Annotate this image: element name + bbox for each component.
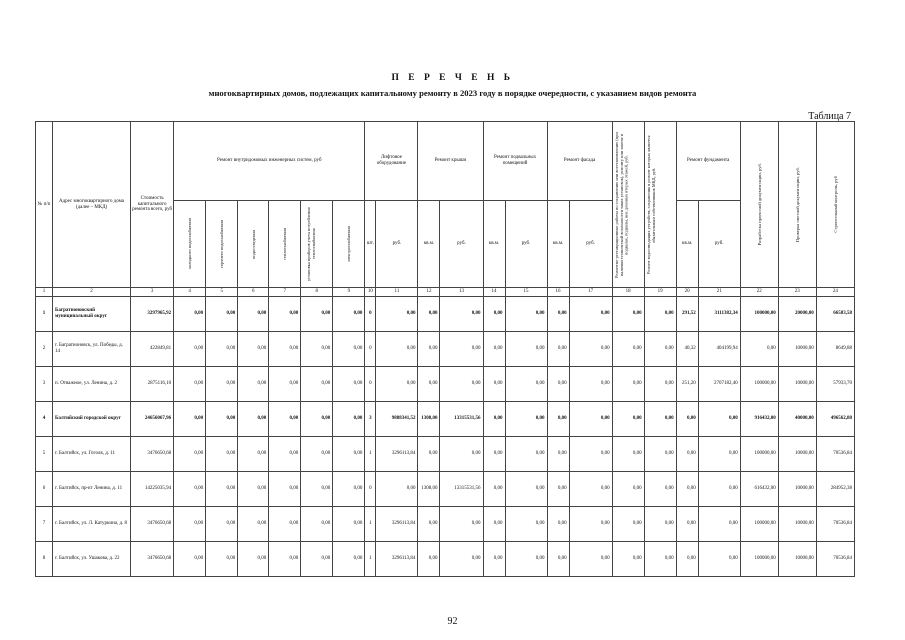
cell-value: 0,00 <box>238 437 269 472</box>
cell-value: 0,00 <box>269 507 301 542</box>
cell-value: 291,52 <box>676 297 698 332</box>
cell-address: г. Балтийск, ул. Ушакова, д. 22 <box>53 542 131 577</box>
cell-value: 0,00 <box>440 507 483 542</box>
header-facade: Ремонт фасада <box>547 122 612 201</box>
cell-value: 3476650,68 <box>131 542 174 577</box>
cell-value: 0,00 <box>301 367 333 402</box>
cell-value: 0,00 <box>644 367 676 402</box>
cell-value: 0,00 <box>238 472 269 507</box>
cell-value: 10000,00 <box>778 542 816 577</box>
cell-value: 0,00 <box>505 367 547 402</box>
cell-value: 0,00 <box>698 402 740 437</box>
cell-value: 0,00 <box>505 542 547 577</box>
cell-value: 0,00 <box>644 542 676 577</box>
cell-value: 8649,88 <box>816 332 854 367</box>
cell-value: 0,00 <box>440 437 483 472</box>
cell-value: 0,00 <box>269 472 301 507</box>
cell-value: 20000,00 <box>778 297 816 332</box>
cell-value: 0,00 <box>206 542 238 577</box>
cell-value: 0,00 <box>569 297 612 332</box>
cell-row-number: 6 <box>36 472 53 507</box>
cell-value: 0,00 <box>418 332 440 367</box>
cell-value: 0,00 <box>569 507 612 542</box>
header-elevator: Лифтовое оборудование <box>365 122 418 201</box>
cell-value: 1 <box>365 507 376 542</box>
cell-value: 0,00 <box>612 542 644 577</box>
cell-value: 3296113,84 <box>376 542 418 577</box>
col-number: 18 <box>612 288 644 297</box>
cell-value: 3296113,84 <box>376 437 418 472</box>
header-meters: установка приборов учета потребления теплоснабжения <box>305 207 316 281</box>
cell-value: 70536,84 <box>816 507 854 542</box>
table-row <box>36 472 855 507</box>
cell-row-number: 8 <box>36 542 53 577</box>
cell-address: г. Балтийск, ул. Гоголя, д. 11 <box>53 437 131 472</box>
cell-value: 57933,70 <box>816 367 854 402</box>
cell-value: 0,00 <box>547 542 569 577</box>
table-row <box>36 437 855 472</box>
cell-value: 0,00 <box>206 332 238 367</box>
cell-value: 0,00 <box>547 472 569 507</box>
cell-value: 0,00 <box>698 507 740 542</box>
cell-value: 0,00 <box>333 332 365 367</box>
cell-value: 0,00 <box>174 437 206 472</box>
cell-value: 14225035,94 <box>131 472 174 507</box>
col-number: 21 <box>698 288 740 297</box>
header-unit-sqm4: кв.м. <box>676 201 698 288</box>
cell-value: 0,00 <box>740 332 778 367</box>
header-unit-rub4: руб. <box>569 201 612 288</box>
cell-address: п. Отважное, ул. Ленина, д. 2 <box>53 367 131 402</box>
repair-list-table <box>35 121 855 577</box>
header-cost: Стоимость капитального ремонта всего, руб <box>131 122 174 288</box>
cell-value: 0,00 <box>676 542 698 577</box>
cell-value: 0,00 <box>376 332 418 367</box>
cell-value: 0,00 <box>569 542 612 577</box>
cell-value: 0,00 <box>676 507 698 542</box>
cell-value: 0,00 <box>440 332 483 367</box>
cell-value: 24656067,96 <box>131 402 174 437</box>
cell-value: 251,20 <box>676 367 698 402</box>
cell-value: 0,00 <box>333 507 365 542</box>
header-unit-sqm3: кв.м. <box>547 201 569 288</box>
header-address: Адрес многоквартирного дома (далее – МКД) <box>53 122 131 288</box>
cell-value: 0,00 <box>333 437 365 472</box>
cell-value: 0,00 <box>301 402 333 437</box>
cell-value: 0,00 <box>333 472 365 507</box>
cell-value: 0,00 <box>505 437 547 472</box>
cell-value: 3476650,68 <box>131 437 174 472</box>
cell-value: 0,00 <box>238 402 269 437</box>
header-heating: теплоснабжения <box>282 227 288 261</box>
cell-value: 0,00 <box>269 402 301 437</box>
cell-value: 70536,84 <box>816 542 854 577</box>
cell-value: 0,00 <box>505 297 547 332</box>
cell-value: 0,00 <box>269 367 301 402</box>
col-number: 22 <box>740 288 778 297</box>
cell-value: 0,00 <box>547 437 569 472</box>
cell-value: 3476650,68 <box>131 507 174 542</box>
cell-row-number: 7 <box>36 507 53 542</box>
header-unit-sqm2: кв.м. <box>483 201 505 288</box>
cell-value: 0,00 <box>174 332 206 367</box>
cell-value: 0,00 <box>238 297 269 332</box>
cell-value: 0,00 <box>269 332 301 367</box>
cell-value: 0,00 <box>483 507 505 542</box>
cell-value: 13315531,56 <box>440 402 483 437</box>
cell-row-number: 2 <box>36 332 53 367</box>
cell-value: 3 <box>365 402 376 437</box>
cell-value: 916432,00 <box>740 402 778 437</box>
cell-value: 9888341,52 <box>376 402 418 437</box>
cell-value: 0,00 <box>612 507 644 542</box>
header-construction-control: Строительный контроль, руб <box>832 176 838 233</box>
cell-value: 0,00 <box>676 472 698 507</box>
cell-value: 0,00 <box>301 297 333 332</box>
cell-value: 0,00 <box>269 437 301 472</box>
cell-address: г. Багратионовск, ул. Победы, д. 14 <box>53 332 131 367</box>
header-restoration: Ремонтно-реставрационные работы по сохранению или восстановлению (при наличии технической возможности таких установок), ремонту или замене в подвалах, подвалы, вне домовых вторых этажей, руб. <box>614 131 629 278</box>
col-number: 4 <box>174 288 206 297</box>
cell-value: 0,00 <box>612 367 644 402</box>
cell-value: 0,00 <box>644 297 676 332</box>
cell-value: 0,00 <box>483 332 505 367</box>
col-number: 7 <box>269 288 301 297</box>
cell-value: 0,00 <box>301 507 333 542</box>
cell-value: 0,00 <box>612 472 644 507</box>
cell-value: 0,00 <box>612 437 644 472</box>
cell-value: 0,00 <box>676 437 698 472</box>
cell-value: 13315531,56 <box>440 472 483 507</box>
header-unit-pcs: шт. <box>365 201 376 288</box>
header-foundation: Ремонт фундамента <box>676 122 740 201</box>
cell-value: 100000,00 <box>740 297 778 332</box>
cell-value: 0,00 <box>206 507 238 542</box>
cell-value: 0 <box>365 332 376 367</box>
cell-value: 100000,00 <box>740 542 778 577</box>
cell-value: 0,00 <box>206 402 238 437</box>
cell-value: 0,00 <box>376 367 418 402</box>
header-electric: электроснабжения <box>346 225 352 263</box>
table-row <box>36 542 855 577</box>
cell-value: 10000,00 <box>778 472 816 507</box>
cell-value: 10000,00 <box>778 367 816 402</box>
header-basement: Ремонт подвальных помещений <box>483 122 547 201</box>
cell-value: 496562,88 <box>816 402 854 437</box>
table-row <box>36 402 855 437</box>
cell-value: 0,00 <box>505 507 547 542</box>
cell-address: г. Балтийск, ул. Л. Катуркина, д. 8 <box>53 507 131 542</box>
header-estimate-check: Проверка сметной документации, руб. <box>794 166 800 243</box>
col-number: 1 <box>36 288 53 297</box>
cell-value: 70536,84 <box>816 437 854 472</box>
cell-address: Балтийский городской округ <box>53 402 131 437</box>
cell-value: 0,00 <box>301 332 333 367</box>
header-roof: Ремонт крыши <box>418 122 483 201</box>
cell-value: 0,00 <box>644 507 676 542</box>
cell-value: 100000,00 <box>740 437 778 472</box>
col-number: 12 <box>418 288 440 297</box>
cell-value: 0,00 <box>206 297 238 332</box>
cell-value: 0,00 <box>569 472 612 507</box>
cell-value: 0,00 <box>612 297 644 332</box>
cell-value: 0,00 <box>418 437 440 472</box>
header-unit-rub2: руб. <box>440 201 483 288</box>
cell-value: 0,00 <box>644 472 676 507</box>
cell-value: 0,00 <box>440 542 483 577</box>
cell-value: 0,00 <box>238 367 269 402</box>
col-number: 19 <box>644 288 676 297</box>
cell-value: 0,00 <box>547 367 569 402</box>
cell-value: 0,00 <box>418 367 440 402</box>
document-subtitle: многоквартирных домов, подлежащих капитальному ремонту в 2023 году в порядке очередности, с указанием видов ремонта <box>208 88 697 98</box>
cell-value: 40000,00 <box>778 402 816 437</box>
cell-address: Багратионовский муниципальный округ <box>53 297 131 332</box>
col-number: 16 <box>547 288 569 297</box>
cell-value: 0,00 <box>376 297 418 332</box>
cell-value: 0,00 <box>483 437 505 472</box>
cell-value: 0,00 <box>547 332 569 367</box>
cell-value: 1308,00 <box>418 472 440 507</box>
col-number: 10 <box>365 288 376 297</box>
cell-value: 1 <box>365 542 376 577</box>
table-label: Таблица 7 <box>808 111 851 122</box>
cell-value: 0,00 <box>376 472 418 507</box>
cell-value: 10000,00 <box>778 507 816 542</box>
cell-value: 0,00 <box>206 437 238 472</box>
cell-value: 0,00 <box>644 332 676 367</box>
cell-value: 0,00 <box>206 367 238 402</box>
page-number: 92 <box>447 616 458 627</box>
cell-value: 0,00 <box>569 402 612 437</box>
cell-value: 422849,81 <box>131 332 174 367</box>
col-number: 14 <box>483 288 505 297</box>
cell-value: 10000,00 <box>778 437 816 472</box>
cell-row-number: 5 <box>36 437 53 472</box>
cell-value: 0 <box>365 367 376 402</box>
cell-value: 0,00 <box>569 332 612 367</box>
col-number: 2 <box>53 288 131 297</box>
table-row <box>36 332 855 367</box>
cell-row-number: 3 <box>36 367 53 402</box>
col-number: 11 <box>376 288 418 297</box>
cell-value: 0,00 <box>333 297 365 332</box>
cell-row-number: 1 <box>36 297 53 332</box>
cell-value: 284952,38 <box>816 472 854 507</box>
header-unit-sqm: кв.м. <box>418 201 440 288</box>
header-unit-rub3: руб. <box>505 201 547 288</box>
cell-value: 0,00 <box>698 472 740 507</box>
cell-value: 0,00 <box>676 402 698 437</box>
cell-value: 0,00 <box>569 367 612 402</box>
cell-value: 100000,00 <box>740 507 778 542</box>
cell-value: 0,00 <box>269 297 301 332</box>
cell-value: 66583,58 <box>816 297 854 332</box>
cell-value: 0,00 <box>174 402 206 437</box>
cell-value: 616432,00 <box>740 472 778 507</box>
table-row <box>36 367 855 402</box>
document-title: П Е Р Е Ч Е Н Ь <box>391 73 514 83</box>
header-internal-systems: Ремонт внутридомовых инженерных систем, руб <box>174 122 365 201</box>
cell-value: 0,00 <box>440 297 483 332</box>
cell-value: 0 <box>365 297 376 332</box>
cell-value: 0,00 <box>698 542 740 577</box>
cell-value: 0,00 <box>301 542 333 577</box>
cell-address: г. Балтийск, пр-кт Ленина, д. 11 <box>53 472 131 507</box>
col-number: 20 <box>676 288 698 297</box>
col-number: 5 <box>206 288 238 297</box>
cell-value: 0,00 <box>505 472 547 507</box>
cell-value: 0,00 <box>440 367 483 402</box>
cell-value: 0,00 <box>483 542 505 577</box>
cell-value: 0,00 <box>547 402 569 437</box>
header-hot-water: горячего водоснабжения <box>219 219 225 269</box>
cell-value: 0,00 <box>612 402 644 437</box>
cell-value: 0,00 <box>238 332 269 367</box>
cell-value: 100000,00 <box>740 367 778 402</box>
col-number: 6 <box>238 288 269 297</box>
cell-value: 404199,94 <box>698 332 740 367</box>
cell-value: 0,00 <box>612 332 644 367</box>
header-design: Разработка проектной документации, руб. <box>756 163 762 246</box>
column-number-row <box>36 288 855 297</box>
cell-value: 0,00 <box>238 507 269 542</box>
cell-value: 0,00 <box>238 542 269 577</box>
cell-value: 0,00 <box>698 437 740 472</box>
header-cold-water: холодного водоснабжения <box>187 218 193 270</box>
cell-value: 3297965,92 <box>131 297 174 332</box>
col-number: 24 <box>816 288 854 297</box>
cell-value: 0 <box>365 472 376 507</box>
cell-value: 0,00 <box>174 472 206 507</box>
cell-value: 0,00 <box>174 507 206 542</box>
header-no: № п/п <box>36 122 53 288</box>
cell-value: 0,00 <box>418 297 440 332</box>
cell-value: 0,00 <box>418 507 440 542</box>
cell-value: 0,00 <box>269 542 301 577</box>
cell-value: 0,00 <box>505 402 547 437</box>
cell-value: 0,00 <box>644 402 676 437</box>
col-number: 9 <box>333 288 365 297</box>
header-sewage: водоотведения <box>250 229 256 259</box>
header-unit-rub: руб. <box>376 201 418 288</box>
cell-value: 0,00 <box>483 472 505 507</box>
cell-value: 0,00 <box>644 437 676 472</box>
col-number: 3 <box>131 288 174 297</box>
cell-value: 2875116,10 <box>131 367 174 402</box>
table-row <box>36 507 855 542</box>
cell-value: 0,00 <box>333 542 365 577</box>
cell-value: 0,00 <box>483 297 505 332</box>
cell-value: 0,00 <box>174 297 206 332</box>
cell-value: 0,00 <box>206 472 238 507</box>
cell-value: 10000,00 <box>778 332 816 367</box>
header-node-install: Ремонт водоотводящих устройств, сохранения в ремонт которых является обязательным собственников МКД, руб. <box>646 135 656 274</box>
cell-value: 0,00 <box>483 367 505 402</box>
cell-value: 3296113,84 <box>376 507 418 542</box>
cell-value: 0,00 <box>547 507 569 542</box>
cell-value: 0,00 <box>301 472 333 507</box>
cell-value: 0,00 <box>174 542 206 577</box>
cell-value: 0,00 <box>418 542 440 577</box>
col-number: 15 <box>505 288 547 297</box>
col-number: 13 <box>440 288 483 297</box>
col-number: 8 <box>301 288 333 297</box>
cell-row-number: 4 <box>36 402 53 437</box>
col-number: 23 <box>778 288 816 297</box>
header-unit-rub5: руб. <box>698 201 740 288</box>
cell-value: 0,00 <box>333 402 365 437</box>
cell-value: 0,00 <box>569 437 612 472</box>
cell-value: 0,00 <box>301 437 333 472</box>
cell-value: 1 <box>365 437 376 472</box>
cell-value: 0,00 <box>174 367 206 402</box>
cell-value: 0,00 <box>547 297 569 332</box>
cell-value: 3111382,34 <box>698 297 740 332</box>
cell-value: 40,32 <box>676 332 698 367</box>
cell-value: 0,00 <box>333 367 365 402</box>
table-row <box>36 297 855 332</box>
col-number: 17 <box>569 288 612 297</box>
cell-value: 1308,00 <box>418 402 440 437</box>
cell-value: 0,00 <box>505 332 547 367</box>
cell-value: 0,00 <box>483 402 505 437</box>
cell-value: 2707182,40 <box>698 367 740 402</box>
